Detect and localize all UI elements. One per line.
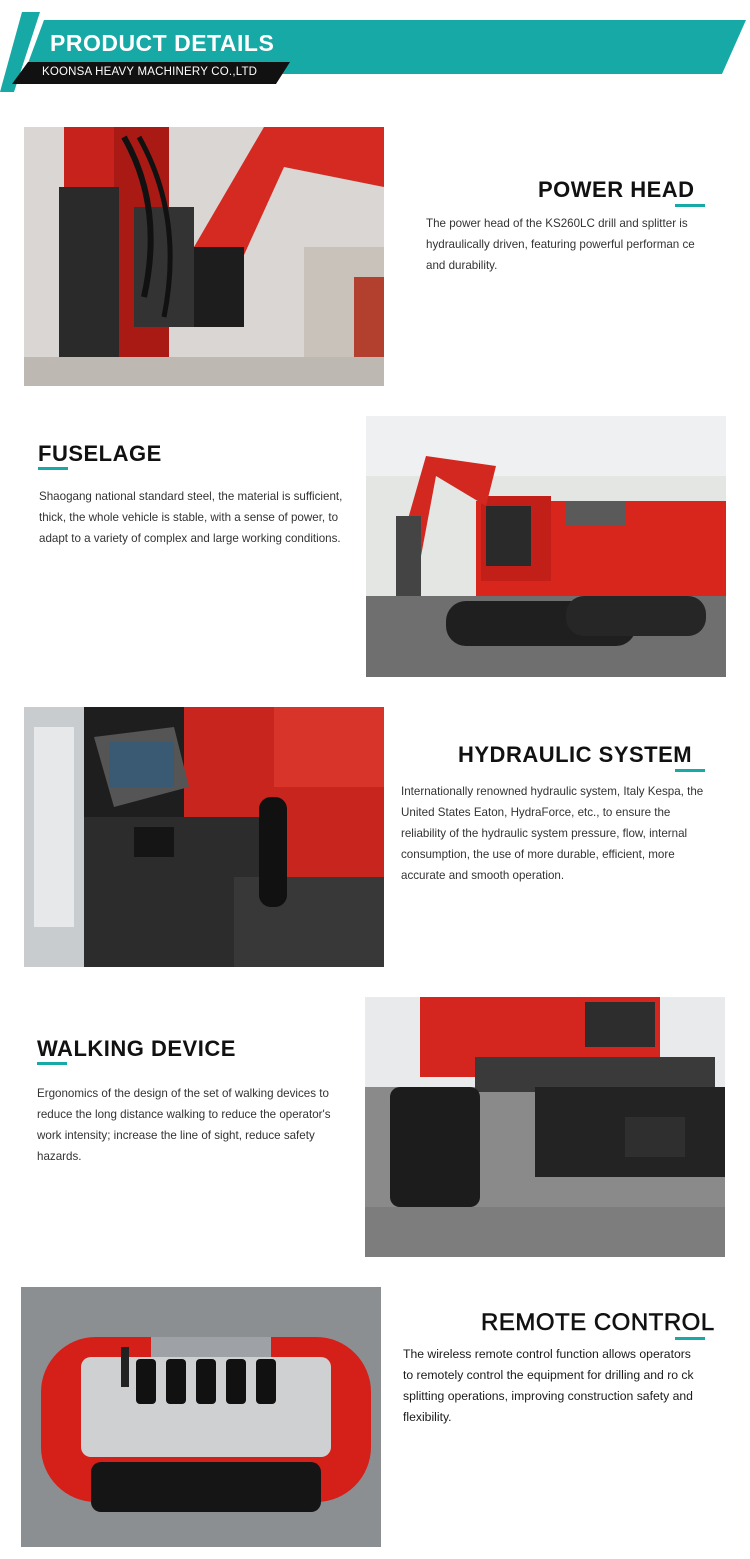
remote-controller-photo — [21, 1287, 381, 1547]
section-text-fuselage: Shaogang national standard steel, the material is sufficient, thick, the whole vehicle is stable, with a sense of power, to adapt to a variety of complex and large working conditions. — [39, 490, 343, 545]
title-underline — [38, 467, 68, 470]
crawler-tracks-photo — [365, 997, 725, 1257]
excavator-side-photo — [366, 416, 726, 677]
section-text-power-head: The power head of the KS260LC drill and splitter is hydraulically driven, featuring powerful performan ce and durability. — [426, 217, 695, 272]
section-title-remote-control: REMOTE CONTROL — [481, 1309, 715, 1336]
header-banner — [0, 0, 750, 100]
title-underline — [675, 204, 705, 207]
page-title: PRODUCT DETAILS — [50, 30, 275, 56]
section-title-walking-device: WALKING DEVICE — [37, 1036, 236, 1061]
section-title-power-head: POWER HEAD — [538, 177, 695, 202]
section-title-hydraulic-system: HYDRAULIC SYSTEM — [458, 742, 693, 767]
title-underline — [675, 1337, 705, 1340]
section-text-remote-control: The wireless remote control function allows operators to remotely control the equipment for drilling and ro ck splitting operations, improving construction safety and flexibility. — [403, 1347, 694, 1424]
section-text-hydraulic-system: Internationally renowned hydraulic system, Italy Kespa, the United States Eaton, HydraForce, etc., to ensure the reliability of the hydraulic system pressure, flow, internal consumption, the use of more durable, efficient, more accurate and smooth operation. — [401, 785, 704, 882]
operator-cab-photo — [24, 707, 384, 967]
power-head-photo — [24, 127, 384, 386]
section-text-walking-device: Ergonomics of the design of the set of walking devices to reduce the long distance walking to reduce the operator's work intensity; increase the line of sight, reduce safety hazards. — [37, 1087, 331, 1163]
title-underline — [675, 769, 705, 772]
section-title-fuselage: FUSELAGE — [38, 441, 162, 466]
title-underline — [37, 1062, 67, 1065]
company-name: KOONSA HEAVY MACHINERY CO.,LTD — [42, 66, 258, 78]
